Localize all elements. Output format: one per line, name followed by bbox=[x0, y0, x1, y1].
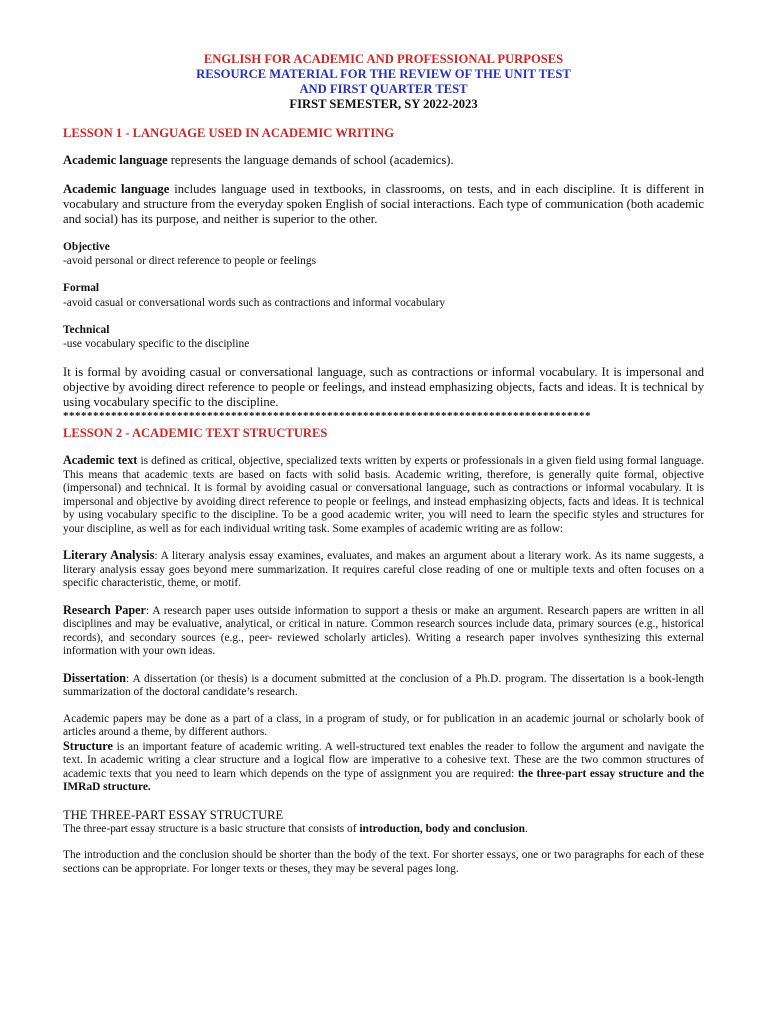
technical-text: -use vocabulary specific to the discipline bbox=[63, 338, 250, 351]
resource-subtitle: AND FIRST QUARTER TEST bbox=[299, 82, 468, 96]
objective-block bbox=[63, 240, 704, 268]
structure-emphasis: the three-part essay structure and the IMRaD structure. bbox=[63, 767, 704, 794]
lesson2-paragraph-academic-text: Academic text is defined as critical, objective, specialized texts written by experts or professionals in a given field using formal language. This means that academic texts are based on facts with solid basis. Academic writing, therefore, is generally quite formal, objective (impersonal) and technical. It is formal by avoiding casual or conversational language, such as contractions or informal vocabulary. It is impersonal and objective by avoiding direct reference to people or feelings, and instead emphasizing objects, facts and ideas. It is technical by using vocabulary specific to the discipline. To be a good academic writer, you will need to learn the specific styles and structures for your discipline, as well as for each individual writing task. Some examples of academic writing are as follow: bbox=[63, 453, 705, 535]
term: Academic text bbox=[63, 453, 138, 468]
formal-block bbox=[63, 281, 704, 309]
term: Literary Analysis bbox=[63, 548, 155, 563]
intro-conclusion-paragraph: The introduction and the conclusion should be shorter than the body of the text. For shorter essays, one or two paragraphs for each of these sections can be appropriate. For longer texts or theses, they may be several pages long. bbox=[63, 849, 704, 875]
formal-heading: Formal bbox=[63, 282, 100, 295]
formal-text: -avoid casual or conversational words such as contractions and informal vocabulary bbox=[63, 296, 446, 309]
lesson2-title: LESSON 2 - ACADEMIC TEXT STRUCTURES bbox=[63, 426, 328, 441]
term: Dissertation bbox=[63, 670, 126, 685]
academic-papers-paragraph: Academic papers may be done as a part of a class, in a program of study, or for publication in an academic journal or scholarly book of articles around a theme, by different authors. bbox=[63, 712, 704, 739]
term: Research Paper bbox=[63, 602, 146, 617]
three-part-heading: THE THREE-PART ESSAY STRUCTURE bbox=[63, 807, 284, 822]
technical-heading: Technical bbox=[63, 323, 110, 336]
term: Structure bbox=[63, 738, 113, 753]
document-page bbox=[63, 52, 704, 876]
course-title: ENGLISH FOR ACADEMIC AND PROFESSIONAL PURPOSES bbox=[203, 52, 564, 66]
objective-heading: Objective bbox=[63, 241, 110, 253]
dissertation-paragraph: Dissertation: A dissertation (or thesis) is a document submitted at the conclusion of a Ph.D. program. The dissertation is a book-length summarization of the doctoral candidate’s research. bbox=[63, 670, 704, 699]
resource-title: RESOURCE MATERIAL FOR THE REVIEW OF THE UNIT TEST bbox=[196, 67, 571, 81]
term: Academic language bbox=[63, 182, 170, 196]
three-part-emphasis: introduction, body and conclusion bbox=[359, 822, 526, 835]
semester-label: FIRST SEMESTER, SY 2022-2023 bbox=[289, 97, 478, 111]
document-header bbox=[63, 52, 704, 112]
objective-text: -avoid personal or direct reference to people or feelings bbox=[63, 255, 317, 268]
lesson1-summary: It is formal by avoiding casual or conversational language, such as contractions or informal vocabulary. It is impersonal and objective by avoiding direct reference to people or feelings, and instead emphasizing objects, facts and ideas. It is technical by using vocabulary specific to the discipline. bbox=[63, 365, 704, 410]
technical-block bbox=[63, 323, 704, 351]
structure-paragraph: Structure is an important feature of academic writing. A well-structured text enables the reader to follow the argument and navigate the text. In academic writing a clear structure and a logical flow are imperative to a cohesive text. These are the two common structures of academic texts that you need to learn which depends on the type of assignment you are required: the three-part essay structure and the IMRaD structure. bbox=[63, 738, 704, 794]
lesson1-paragraph-2: Academic language includes language used in textbooks, in classrooms, on tests, and in each discipline. It is different in vocabulary and structure from the everyday spoken English of social interactions. Each type of communication (both academic and social) has its purpose, and neither is superior to the other. bbox=[63, 182, 704, 226]
lesson1-paragraph-1: Academic language represents the language demands of school (academics). bbox=[63, 153, 454, 167]
literary-analysis-paragraph: Literary Analysis: A literary analysis essay examines, evaluates, and makes an argument about a literary work. As its name suggests, a literary analysis essay goes beyond mere summarization. It requires careful close reading of one or multiple texts and often focuses on a specific characteristic, theme, or motif. bbox=[63, 548, 704, 590]
lesson1-title: LESSON 1 - LANGUAGE USED IN ACADEMIC WRITING bbox=[63, 126, 395, 140]
research-paper-paragraph: Research Paper: A research paper uses outside information to support a thesis or make an argument. Research papers are written in all disciplines and may be evaluative, analytical, or critical in nature. Common research sources include data, primary sources (e.g., historical records), and secondary sources (e.g., peer- reviewed scholarly articles). Writing a research paper involves synthesizing this external information with your own ideas. bbox=[63, 602, 704, 658]
three-part-paragraph: The three-part essay structure is a basic structure that consists of introduction, body and conclusion. bbox=[63, 822, 528, 835]
section-divider: **************************************************************************************** bbox=[63, 410, 591, 423]
term: Academic language bbox=[63, 153, 168, 167]
